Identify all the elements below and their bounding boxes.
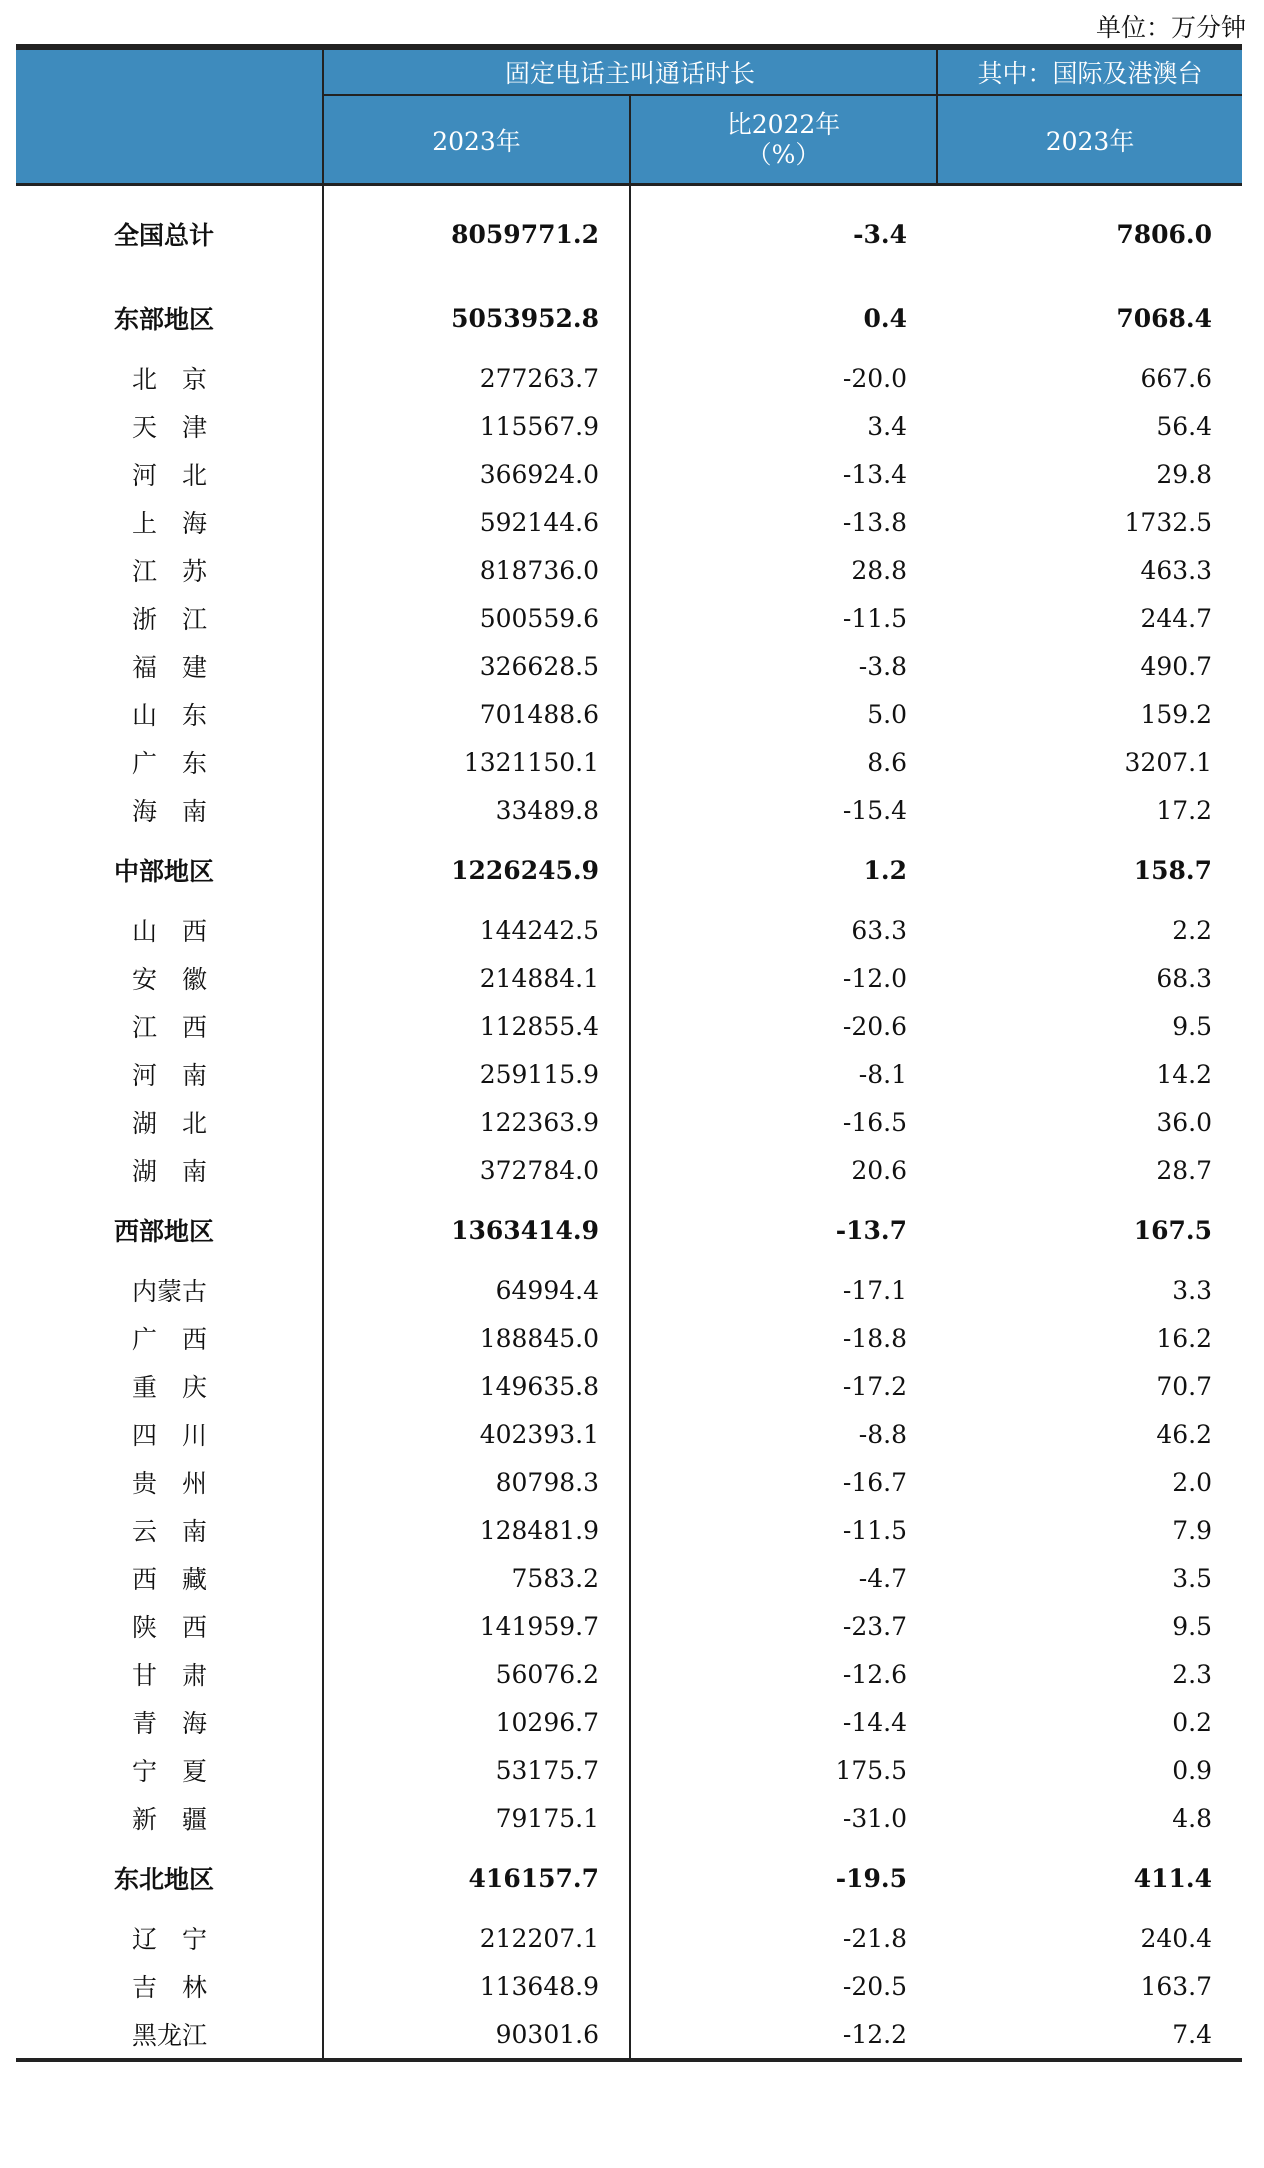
table-row xyxy=(16,450,1242,498)
row-intl-duration: 7.9 xyxy=(1172,1515,1213,1545)
row-change-pct: -13.8 xyxy=(842,507,908,537)
header-group-international: 其中：国际及港澳台 xyxy=(937,47,1242,95)
row-change-pct: 0.4 xyxy=(863,303,908,333)
row-call-duration: 141959.7 xyxy=(323,1602,630,1650)
row-change-pct: -13.7 xyxy=(835,1215,908,1245)
row-change-pct: -12.2 xyxy=(630,2010,937,2060)
row-call-duration: 1363414.9 xyxy=(323,1194,630,1266)
row-change-pct: -11.5 xyxy=(842,1515,908,1545)
row-intl-duration: 7806.0 xyxy=(1116,219,1213,249)
header-blank-cell xyxy=(16,47,323,185)
row-call-duration: 214884.1 xyxy=(323,954,630,1002)
row-change-pct: 3.4 xyxy=(867,411,908,441)
row-call-duration: 188845.0 xyxy=(323,1314,630,1362)
row-change-pct: -3.4 xyxy=(853,219,908,249)
table-row xyxy=(16,1746,1242,1794)
row-name: 西部地区 xyxy=(16,1194,323,1266)
row-call-duration: 1226245.9 xyxy=(323,834,630,906)
region-row xyxy=(16,834,1242,906)
table-row xyxy=(16,2010,1242,2060)
table-row xyxy=(16,1314,1242,1362)
table-row xyxy=(16,1914,1242,1962)
row-call-duration: 56076.2 xyxy=(323,1650,630,1698)
row-call-duration: 5053952.8 xyxy=(323,282,630,354)
row-call-duration: 113648.9 xyxy=(323,1962,630,2010)
row-change-pct: -17.1 xyxy=(842,1275,908,1305)
table-row xyxy=(16,738,1242,786)
table-row xyxy=(16,1002,1242,1050)
row-call-duration: 326628.5 xyxy=(323,642,630,690)
table-row xyxy=(16,1962,1242,2010)
row-change-pct: -15.4 xyxy=(842,795,908,825)
row-name: 河 北 xyxy=(16,450,323,498)
row-intl-duration: 463.3 xyxy=(1140,555,1213,585)
row-intl-duration: 29.8 xyxy=(1156,459,1213,489)
row-change-pct: -16.7 xyxy=(842,1467,908,1497)
table-body xyxy=(16,185,1242,2061)
row-intl-duration: 56.4 xyxy=(1156,411,1213,441)
row-change-pct: -11.5 xyxy=(842,603,908,633)
row-call-duration: 115567.9 xyxy=(323,402,630,450)
row-change-pct: -12.0 xyxy=(842,963,908,993)
row-name: 西 藏 xyxy=(16,1554,323,1602)
row-name: 吉 林 xyxy=(16,1962,323,2010)
row-intl-duration: 7.4 xyxy=(937,2010,1242,2060)
row-intl-duration: 159.2 xyxy=(1140,699,1213,729)
row-call-duration: 144242.5 xyxy=(323,906,630,954)
table-row xyxy=(16,1266,1242,1314)
row-intl-duration: 28.7 xyxy=(1156,1155,1213,1185)
region-row xyxy=(16,1842,1242,1914)
row-intl-duration: 16.2 xyxy=(1156,1323,1213,1353)
row-change-pct: 175.5 xyxy=(835,1755,908,1785)
row-call-duration: 7583.2 xyxy=(323,1554,630,1602)
row-intl-duration: 9.5 xyxy=(1172,1611,1213,1641)
row-call-duration: 10296.7 xyxy=(323,1698,630,1746)
table-row xyxy=(16,1602,1242,1650)
row-change-pct: 28.8 xyxy=(851,555,908,585)
row-intl-duration: 2.2 xyxy=(1172,915,1213,945)
row-name: 广 西 xyxy=(16,1314,323,1362)
row-change-pct: -23.7 xyxy=(842,1611,908,1641)
row-name: 安 徽 xyxy=(16,954,323,1002)
row-intl-duration: 17.2 xyxy=(1156,795,1213,825)
table-row xyxy=(16,906,1242,954)
row-intl-duration: 3.3 xyxy=(1172,1275,1213,1305)
row-change-pct: -31.0 xyxy=(842,1803,908,1833)
row-change-pct: 63.3 xyxy=(851,915,908,945)
row-change-pct: -20.5 xyxy=(842,1971,908,2001)
row-call-duration: 128481.9 xyxy=(323,1506,630,1554)
row-intl-duration: 4.8 xyxy=(1172,1803,1213,1833)
table-row xyxy=(16,1050,1242,1098)
row-change-pct: -14.4 xyxy=(842,1707,908,1737)
row-name: 山 西 xyxy=(16,906,323,954)
row-change-pct: -8.1 xyxy=(858,1059,908,1089)
row-name: 宁 夏 xyxy=(16,1746,323,1794)
row-intl-duration: 2.0 xyxy=(1172,1467,1213,1497)
table-row xyxy=(16,1098,1242,1146)
row-name: 东北地区 xyxy=(16,1842,323,1914)
header-group-fixed-call-duration: 固定电话主叫通话时长 xyxy=(323,47,937,95)
row-call-duration: 79175.1 xyxy=(323,1794,630,1842)
row-call-duration: 366924.0 xyxy=(323,450,630,498)
table-row xyxy=(16,546,1242,594)
row-change-pct: -16.5 xyxy=(842,1107,908,1137)
table-header xyxy=(16,47,1242,185)
row-name: 云 南 xyxy=(16,1506,323,1554)
row-name: 海 南 xyxy=(16,786,323,834)
row-call-duration: 90301.6 xyxy=(323,2010,630,2060)
row-name: 北 京 xyxy=(16,354,323,402)
row-intl-duration: 158.7 xyxy=(1133,855,1213,885)
row-intl-duration: 667.6 xyxy=(1140,363,1213,393)
table-row xyxy=(16,1554,1242,1602)
row-intl-duration: 240.4 xyxy=(1140,1923,1213,1953)
row-intl-duration: 3207.1 xyxy=(1124,747,1213,777)
table-row xyxy=(16,642,1242,690)
table-row xyxy=(16,594,1242,642)
row-intl-duration: 163.7 xyxy=(1140,1971,1213,2001)
header-change-vs-2022 xyxy=(630,95,937,185)
row-name: 浙 江 xyxy=(16,594,323,642)
row-call-duration: 80798.3 xyxy=(323,1458,630,1506)
row-name: 江 西 xyxy=(16,1002,323,1050)
table-row xyxy=(16,1506,1242,1554)
row-intl-duration: 411.4 xyxy=(1133,1863,1213,1893)
row-change-pct: 8.6 xyxy=(867,747,908,777)
row-intl-duration: 0.2 xyxy=(1172,1707,1213,1737)
table-row xyxy=(16,690,1242,738)
table-row xyxy=(16,1146,1242,1194)
region-row xyxy=(16,282,1242,354)
row-call-duration: 416157.7 xyxy=(323,1842,630,1914)
row-change-pct: 5.0 xyxy=(867,699,908,729)
row-name: 辽 宁 xyxy=(16,1914,323,1962)
row-intl-duration: 68.3 xyxy=(1156,963,1213,993)
row-call-duration: 149635.8 xyxy=(323,1362,630,1410)
row-name: 湖 北 xyxy=(16,1098,323,1146)
header-year-2023: 2023年 xyxy=(323,95,630,185)
row-call-duration: 701488.6 xyxy=(323,690,630,738)
row-change-pct: 1.2 xyxy=(863,855,908,885)
row-intl-duration: 7068.4 xyxy=(1116,303,1213,333)
row-name: 江 苏 xyxy=(16,546,323,594)
row-change-pct: -18.8 xyxy=(842,1323,908,1353)
table-row xyxy=(16,354,1242,402)
data-table xyxy=(16,44,1242,2062)
row-call-duration: 212207.1 xyxy=(323,1914,630,1962)
row-call-duration: 112855.4 xyxy=(323,1002,630,1050)
row-name: 重 庆 xyxy=(16,1362,323,1410)
header-intl-year-2023: 2023年 xyxy=(937,95,1242,185)
row-change-pct: -4.7 xyxy=(858,1563,908,1593)
table-row xyxy=(16,1410,1242,1458)
region-row xyxy=(16,1194,1242,1266)
table-row xyxy=(16,786,1242,834)
row-name: 甘 肃 xyxy=(16,1650,323,1698)
row-call-duration: 8059771.2 xyxy=(323,185,630,283)
row-call-duration: 122363.9 xyxy=(323,1098,630,1146)
table-row xyxy=(16,1794,1242,1842)
row-change-pct: -12.6 xyxy=(842,1659,908,1689)
row-intl-duration: 14.2 xyxy=(1156,1059,1213,1089)
row-name: 黑龙江 xyxy=(16,2010,323,2060)
row-name: 上 海 xyxy=(16,498,323,546)
row-name: 陕 西 xyxy=(16,1602,323,1650)
row-call-duration: 53175.7 xyxy=(323,1746,630,1794)
row-change-pct: -20.0 xyxy=(842,363,908,393)
row-change-pct: -20.6 xyxy=(842,1011,908,1041)
table-row xyxy=(16,498,1242,546)
row-name: 青 海 xyxy=(16,1698,323,1746)
row-name: 新 疆 xyxy=(16,1794,323,1842)
row-intl-duration: 3.5 xyxy=(1172,1563,1213,1593)
header-change-line1: 比2022年 xyxy=(726,109,841,139)
row-call-duration: 33489.8 xyxy=(323,786,630,834)
table-row xyxy=(16,954,1242,1002)
row-intl-duration: 46.2 xyxy=(1156,1419,1213,1449)
table-row xyxy=(16,1650,1242,1698)
row-intl-duration: 0.9 xyxy=(1172,1755,1213,1785)
row-call-duration: 1321150.1 xyxy=(323,738,630,786)
row-name: 河 南 xyxy=(16,1050,323,1098)
row-change-pct: -19.5 xyxy=(835,1863,908,1893)
total-row xyxy=(16,185,1242,283)
row-name: 天 津 xyxy=(16,402,323,450)
row-name: 四 川 xyxy=(16,1410,323,1458)
row-name: 山 东 xyxy=(16,690,323,738)
row-name: 内蒙古 xyxy=(16,1266,323,1314)
row-call-duration: 402393.1 xyxy=(323,1410,630,1458)
row-name: 东部地区 xyxy=(16,282,323,354)
row-intl-duration: 9.5 xyxy=(1172,1011,1213,1041)
row-intl-duration: 244.7 xyxy=(1140,603,1213,633)
header-change-line2: （%） xyxy=(746,139,821,169)
row-name: 福 建 xyxy=(16,642,323,690)
row-intl-duration: 2.3 xyxy=(1172,1659,1213,1689)
table-row xyxy=(16,1362,1242,1410)
row-call-duration: 259115.9 xyxy=(323,1050,630,1098)
row-name: 全国总计 xyxy=(16,185,323,283)
row-change-pct: -21.8 xyxy=(842,1923,908,1953)
row-change-pct: -13.4 xyxy=(842,459,908,489)
table-row xyxy=(16,1458,1242,1506)
row-call-duration: 592144.6 xyxy=(323,498,630,546)
row-change-pct: -17.2 xyxy=(842,1371,908,1401)
row-intl-duration: 490.7 xyxy=(1140,651,1213,681)
row-call-duration: 64994.4 xyxy=(323,1266,630,1314)
row-intl-duration: 70.7 xyxy=(1156,1371,1213,1401)
row-call-duration: 500559.6 xyxy=(323,594,630,642)
row-name: 广 东 xyxy=(16,738,323,786)
row-call-duration: 372784.0 xyxy=(323,1146,630,1194)
row-call-duration: 818736.0 xyxy=(323,546,630,594)
table-row xyxy=(16,402,1242,450)
row-intl-duration: 167.5 xyxy=(1133,1215,1213,1245)
row-name: 湖 南 xyxy=(16,1146,323,1194)
row-intl-duration: 1732.5 xyxy=(1124,507,1213,537)
unit-label: 单位：万分钟 xyxy=(1095,13,1246,42)
row-intl-duration: 36.0 xyxy=(1156,1107,1213,1137)
row-change-pct: -3.8 xyxy=(858,651,908,681)
row-call-duration: 277263.7 xyxy=(323,354,630,402)
row-change-pct: 20.6 xyxy=(851,1155,908,1185)
row-name: 贵 州 xyxy=(16,1458,323,1506)
row-change-pct: -8.8 xyxy=(858,1419,908,1449)
row-name: 中部地区 xyxy=(16,834,323,906)
table-row xyxy=(16,1698,1242,1746)
